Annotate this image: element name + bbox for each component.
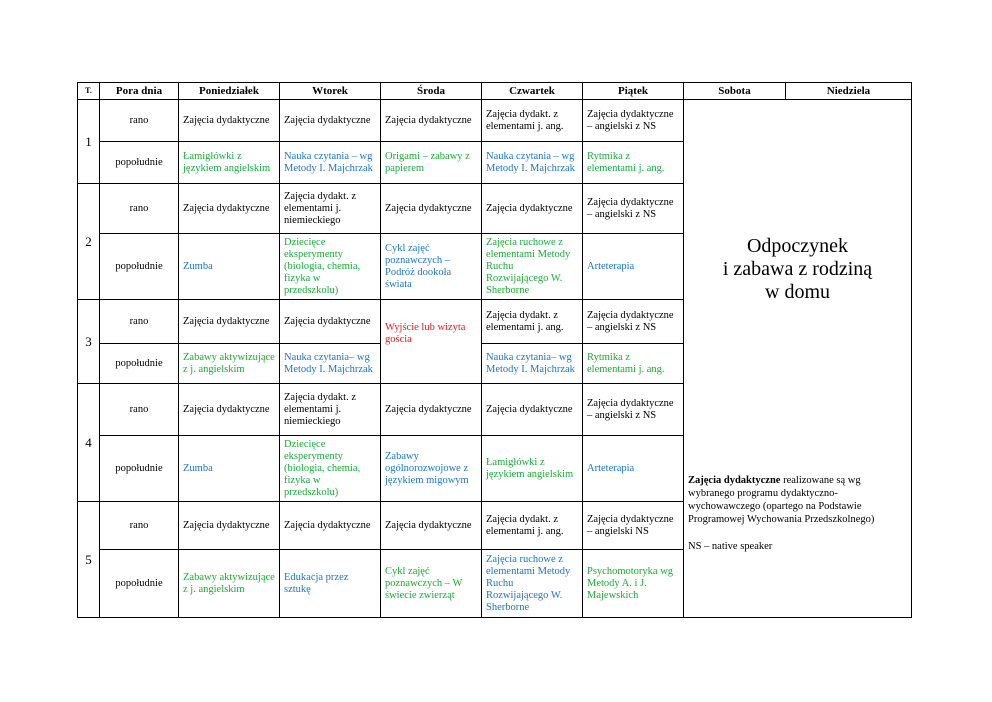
header-week: T. [78,83,100,100]
schedule-cell: Zumba [179,436,280,502]
rest-line: Odpoczynek [746,235,849,257]
schedule-cell: Zajęcia dydaktyczne – angielski NS [583,502,684,550]
header-saturday: Sobota [684,83,786,100]
schedule-cell: Zajęcia dydakt. z elementami j. ang. [482,502,583,550]
schedule-cell: Cykl zajęć poznawczych – Podróż dookoła świata [381,234,482,300]
table-row [78,100,912,142]
schedule-cell: Zajęcia ruchowe z elementami Metody Ruchu Rozwijającego W. Sherborne [482,550,583,618]
schedule-cell: Zajęcia dydaktyczne [280,300,381,344]
time-of-day: popołudnie [100,234,179,300]
schedule-cell: Edukacja przez sztukę [280,550,381,618]
schedule-cell: Łamigłówki z językiem angielskim [482,436,583,502]
week-number: 1 [78,100,100,184]
schedule-table [77,82,912,618]
schedule-cell: Dziecięce eksperymenty (biologia, chemia, fizyka w przedszkolu) [280,234,381,300]
schedule-cell: Nauka czytania– wg Metody I. Majchrzak [482,344,583,384]
rest-line: i zabawa z rodziną [722,258,873,280]
schedule-cell: Zajęcia dydaktyczne [179,502,280,550]
schedule-cell: Zajęcia dydaktyczne – angielski z NS [583,184,684,234]
schedule-cell: Nauka czytania – wg Metody I. Majchrzak [280,142,381,184]
schedule-cell: Cykl zajęć poznawczych – W świecie zwierząt [381,550,482,618]
header-friday: Piątek [583,83,684,100]
schedule-cell: Zajęcia dydaktyczne [280,502,381,550]
schedule-cell: Zajęcia dydaktyczne [179,184,280,234]
schedule-cell: Zabawy aktywizujące z j. angielskim [179,344,280,384]
schedule-cell: Zumba [179,234,280,300]
header-sunday: Niedziela [786,83,912,100]
schedule-cell: Zabawy aktywizujące z j. angielskim [179,550,280,618]
time-of-day: popołudnie [100,344,179,384]
schedule-cell: Nauka czytania– wg Metody I. Majchrzak [280,344,381,384]
schedule-cell: Nauka czytania – wg Metody I. Majchrzak [482,142,583,184]
schedule-cell: Zajęcia dydakt. z elementami j. niemieckiego [280,384,381,436]
time-of-day: popołudnie [100,142,179,184]
schedule-cell: Arteterapia [583,234,684,300]
schedule-cell: Zajęcia dydakt. z elementami j. ang. [482,300,583,344]
schedule-cell: Zajęcia dydaktyczne [179,384,280,436]
schedule-cell: Rytmika z elementami j. ang. [583,142,684,184]
weekend-cell [684,100,912,618]
schedule-cell: Zajęcia dydakt. z elementami j. ang. [482,100,583,142]
schedule-cell: Zajęcia dydakt. z elementami j. niemieckiego [280,184,381,234]
schedule-cell: Zajęcia dydaktyczne [482,184,583,234]
schedule-cell: Origami – zabawy z papierem [381,142,482,184]
note-text: realizowane są wg wybranego programu dydaktyczno-wychowawczego (opartego na Podstawie Programowej Wychowania Przedszkolnego) [688,475,875,525]
schedule-cell: Zajęcia dydaktyczne [381,502,482,550]
schedule-cell: Zajęcia ruchowe z elementami Metody Ruchu Rozwijającego W. Sherborne [482,234,583,300]
rest-line: w domu [765,281,830,303]
header-time: Pora dnia [100,83,179,100]
header-monday: Poniedziałek [179,83,280,100]
schedule-cell: Rytmika z elementami j. ang. [583,344,684,384]
schedule-cell: Łamigłówki z językiem angielskim [179,142,280,184]
schedule-cell: Zajęcia dydaktyczne [381,184,482,234]
schedule-cell: Wyjście lub wizyta gościa [381,300,482,384]
program-note [688,474,907,526]
time-of-day: popołudnie [100,550,179,618]
header-thursday: Czwartek [482,83,583,100]
rest-message [684,235,911,304]
footnote [684,474,911,553]
schedule-cell: Zajęcia dydaktyczne [280,100,381,142]
week-number: 3 [78,300,100,384]
header-tuesday: Wtorek [280,83,381,100]
schedule-cell: Zajęcia dydaktyczne – angielski z NS [583,100,684,142]
time-of-day: popołudnie [100,436,179,502]
schedule-cell: Psychomotoryka wg Metody A. i J. Majewskich [583,550,684,618]
schedule-cell: Zajęcia dydaktyczne [179,100,280,142]
time-of-day: rano [100,100,179,142]
schedule-cell: Dziecięce eksperymenty (biologia, chemia, fizyka w przedszkolu) [280,436,381,502]
week-number: 4 [78,384,100,502]
note-bold: Zajęcia dydaktyczne [688,475,781,486]
ns-note: NS – native speaker [688,541,773,552]
schedule-cell: Zabawy ogólnorozwojowe z językiem migowym [381,436,482,502]
time-of-day: rano [100,502,179,550]
week-number: 2 [78,184,100,300]
header-row [78,83,912,100]
header-wednesday: Środa [381,83,482,100]
time-of-day: rano [100,384,179,436]
schedule-cell: Zajęcia dydaktyczne [179,300,280,344]
time-of-day: rano [100,300,179,344]
schedule-cell: Zajęcia dydaktyczne [482,384,583,436]
time-of-day: rano [100,184,179,234]
week-number: 5 [78,502,100,618]
schedule-cell: Zajęcia dydaktyczne – angielski z NS [583,300,684,344]
schedule-cell: Arteterapia [583,436,684,502]
schedule-cell: Zajęcia dydaktyczne [381,100,482,142]
schedule-cell: Zajęcia dydaktyczne – angielski z NS [583,384,684,436]
schedule-cell: Zajęcia dydaktyczne [381,384,482,436]
